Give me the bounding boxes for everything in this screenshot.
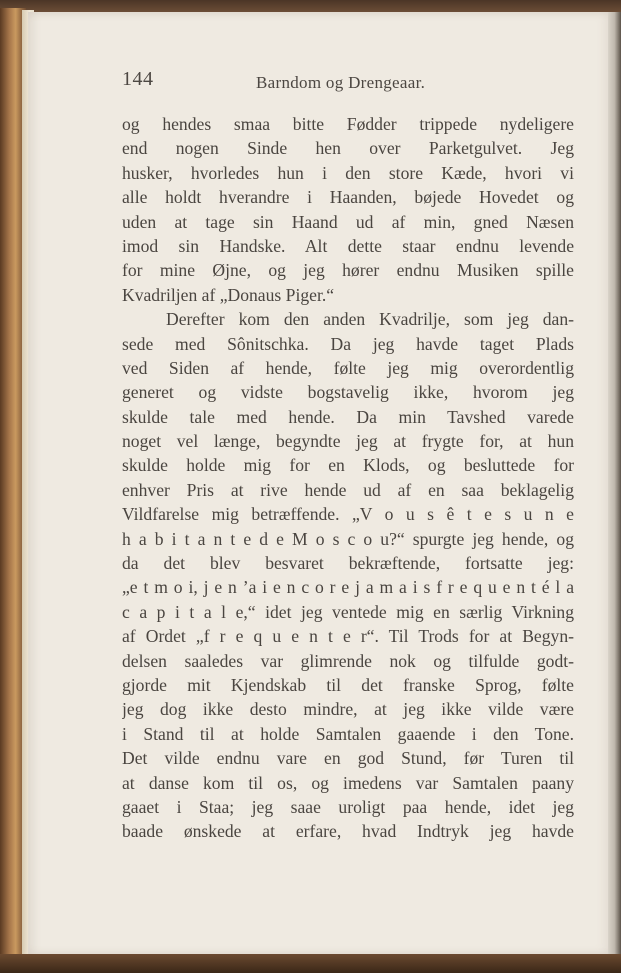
text-line: Derefter kom den anden Kvadrilje, som jeg dan- — [166, 309, 574, 330]
text-line: enhver Pris at rive hende ud af en saa beklagelig — [122, 479, 574, 500]
text-line: baade ønskede at erfare, hvad Indtryk jeg havde — [122, 821, 574, 842]
text-line: skulde holde mig for en Klods, og besluttede for — [122, 455, 574, 476]
text-line: at danse kom til os, og imedens var Samtalen paany — [122, 772, 574, 793]
text-line: for mine Øjne, og jeg hører endnu Musiken spille — [122, 260, 574, 281]
running-title: Barndom og Drengeaar. — [256, 73, 426, 92]
text-line: generet og vidste bogstavelig ikke, hvorom jeg — [122, 382, 574, 403]
text-line: imod sin Handske. Alt dette staar endnu levende — [122, 235, 574, 256]
text-line: Vildfarelse mig betræffende. „V o u s ê t e s u n e — [122, 504, 574, 525]
text-line: „e t m o i, j e n ’a i e n c o r e j a m a i s f r e q u e n t é l a — [122, 577, 574, 598]
text-line: da det blev besvaret bekræftende, fortsatte jeg: — [122, 553, 574, 574]
text-line: sede med Sônitschka. Da jeg havde taget Plads — [122, 333, 574, 354]
text-line: delsen saaledes var glimrende nok og tilfulde godt- — [122, 650, 574, 671]
text-line: husker, hvorledes hun i den store Kæde, hvori vi — [122, 162, 574, 183]
text-line: uden at tage sin Haand ud af min, gned Næsen — [122, 211, 574, 232]
page-body-text — [122, 112, 574, 844]
text-line: h a b i t a n t e d e M o s c o u?“ spurgte jeg hende, og — [122, 528, 574, 549]
page-header — [28, 68, 612, 98]
text-line: c a p i t a l e,“ idet jeg ventede mig en særlig Virkning — [122, 601, 574, 622]
page-number: 144 — [122, 68, 154, 90]
page-stack-right — [608, 12, 621, 957]
text-line: skulde tale med hende. Da min Tavshed varede — [122, 406, 574, 427]
text-line: Kvadriljen af „Donaus Piger.“ — [122, 284, 335, 305]
text-line: noget vel længe, begyndte jeg at frygte for, at hun — [122, 431, 574, 452]
text-line: og hendes smaa bitte Fødder trippede nydeligere — [122, 114, 574, 134]
book-page — [28, 12, 612, 955]
text-line: gjorde mit Kjendskab til det franske Sprog, følte — [122, 674, 574, 695]
book-cover-bottom — [0, 954, 621, 973]
book-cover-top — [0, 0, 621, 12]
text-line: gaaet i Staa; jeg saae uroligt paa hende, idet jeg — [122, 796, 574, 817]
text-line: af Ordet „f r e q u e n t e r“. Til Trods for at Begyn- — [122, 626, 574, 647]
text-line: Det vilde endnu vare en god Stund, før Turen til — [122, 748, 574, 769]
text-line: end nogen Sinde hen over Parketgulvet. Jeg — [122, 138, 574, 159]
text-line: alle holdt hverandre i Haanden, bøjede Hovedet og — [122, 187, 574, 208]
text-line: ved Siden af hende, følte jeg mig overordentlig — [122, 357, 574, 378]
text-line: i Stand til at holde Samtalen gaaende i den Tone. — [122, 723, 574, 744]
text-line: jeg dog ikke desto mindre, at jeg ikke vilde være — [122, 699, 574, 720]
